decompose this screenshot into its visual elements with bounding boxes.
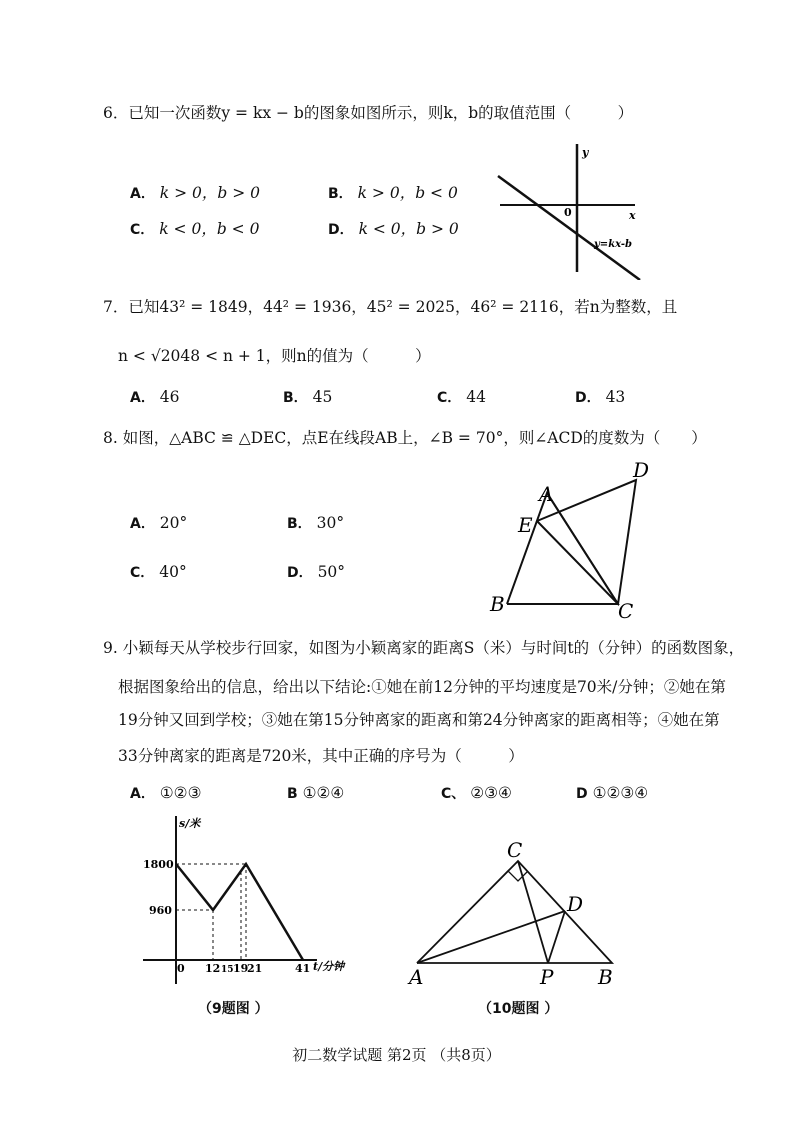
q10-caption: （10题图 ） <box>478 1001 559 1017</box>
q7-option-d: D． 43 <box>575 388 626 406</box>
q10-label-d: D <box>567 892 584 916</box>
q7-option-a: A． 46 <box>130 388 180 406</box>
q9-graph-line <box>176 864 303 960</box>
q9-xtick-12: 12 <box>205 962 221 975</box>
q9-x-label: t/分钟 <box>313 960 345 973</box>
q10-segment-ad <box>417 911 565 963</box>
q6-option-c: C． k < 0，b < 0 <box>130 220 260 238</box>
q9-option-d: D ①②③④ <box>576 784 649 802</box>
q8-label-e: E <box>518 513 533 537</box>
q9-distance-time-graph <box>135 812 360 992</box>
q8-option-d: D． 50° <box>287 563 346 581</box>
q6-linear-graph <box>490 140 650 280</box>
q8-label-a: A <box>539 482 554 506</box>
q9-xtick-15: 15 <box>221 965 234 975</box>
q6-line-label: y=kx-b <box>594 239 633 250</box>
q8-label-c: C <box>618 599 634 623</box>
q9-line1: 9. 小颖每天从学校步行回家，如图为小颖离家的距离S（米）与时间t的（分钟）的函数图象， <box>103 639 745 657</box>
q7-stem-line2: n < √2048 < n + 1，则n的值为（ ） <box>118 347 431 365</box>
page-footer: 初二数学试题 第2页 （共8页） <box>292 1046 501 1064</box>
q8-option-b: B． 30° <box>287 514 345 532</box>
q9-y-label: s/米 <box>179 817 201 830</box>
q9-xtick-0: 0 <box>177 962 185 975</box>
q6-stem: 6．已知一次函数y = kx − b的图象如图所示，则k，b的取值范围（ ） <box>103 104 634 122</box>
q10-label-c: C <box>507 838 523 862</box>
q7-option-b: B． 45 <box>283 388 333 406</box>
q10-label-p: P <box>540 965 554 989</box>
q9-xtick-21: 21 <box>247 962 263 975</box>
q8-segment-ac <box>547 493 618 604</box>
q6-option-a: A． k > 0，b > 0 <box>130 184 261 202</box>
q6-origin-label: 0 <box>564 206 572 219</box>
q8-stem: 8. 如图，△ABC ≌ △DEC，点E在线段AB上，∠B = 70°，则∠ACD的度数为（ ） <box>103 429 707 447</box>
q10-label-a: A <box>409 965 424 989</box>
q9-option-a: A． ①②③ <box>130 784 202 802</box>
q8-option-c: C． 40° <box>130 563 187 581</box>
q9-line4: 33分钟离家的距离是720米，其中正确的序号为（ ） <box>118 747 524 765</box>
q10-triangle-figure <box>400 835 630 990</box>
q9-line3: 19分钟又回到学校；③她在第15分钟离家的距离和第24分钟离家的距离相等；④她在第 <box>118 711 720 729</box>
q6-option-b: B． k > 0，b < 0 <box>328 184 458 202</box>
q8-option-a: A． 20° <box>130 514 188 532</box>
q9-xtick-19: 19 <box>233 962 249 975</box>
q9-line2: 根据图象给出的信息，给出以下结论:①她在前12分钟的平均速度是70米/分钟；②她在第 <box>118 678 726 696</box>
q9-caption: （9题图 ） <box>198 1001 269 1017</box>
q8-label-b: B <box>490 592 505 616</box>
q6-function-line <box>498 176 640 280</box>
q9-option-c: C、 ②③④ <box>441 784 512 802</box>
q10-segment-dp <box>548 911 565 963</box>
q9-ytick-960: 960 <box>149 904 172 917</box>
q9-ytick-1800: 1800 <box>143 858 174 871</box>
q6-x-label: x <box>629 209 636 222</box>
q10-right-angle-mark <box>508 871 528 881</box>
q8-label-d: D <box>633 458 650 482</box>
q10-label-b: B <box>598 965 613 989</box>
q6-y-label: y <box>582 146 589 159</box>
q6-option-d: D． k < 0，b > 0 <box>328 220 459 238</box>
q8-triangle-figure <box>485 455 665 625</box>
q7-option-c: C． 44 <box>437 388 486 406</box>
q7-stem-line1: 7．已知43² = 1849，44² = 1936，45² = 2025，46² = 2116，若n为整数，且 <box>103 298 678 316</box>
q9-xtick-41: 41 <box>295 962 311 975</box>
q9-option-b: B ①②④ <box>287 784 345 802</box>
